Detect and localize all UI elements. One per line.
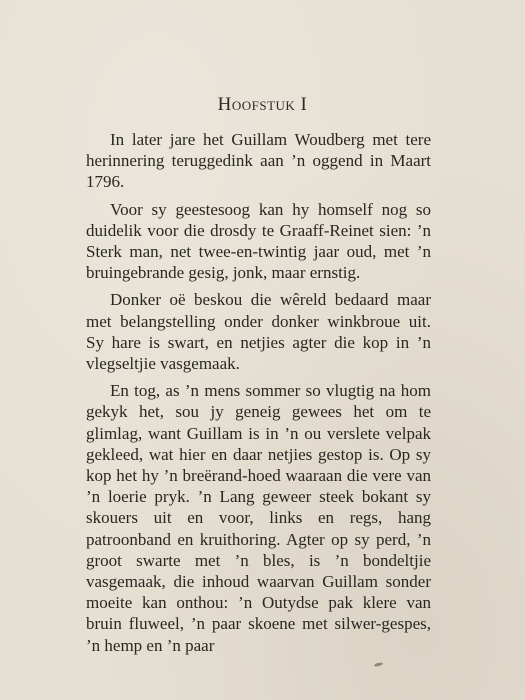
paper-speck — [374, 662, 383, 667]
chapter-title: Hoofstuk I — [217, 94, 308, 115]
body-text — [86, 129, 431, 662]
paragraph-2: Voor sy geestesoog kan hy homself nog so duidelik voor die drosdy te Graaff-Reinet sien: ’n Sterk man, net twee-en-twintig jaar oud, met ’n bruingebrande gesig, jonk, maar ernstig. — [86, 199, 431, 283]
paragraph-4: En tog, as ’n mens sommer so vlugtig na hom gekyk het, sou jy geneig gewees het om te glimlag, want Guillam is in ’n ou verslete velpak gekleed, wat hier en daar netjies gestop is. Op sy kop het hy ’n breërand-hoed waaraan die vere van ’n loerie pryk. ’n Lang geweer steek bokant sy skouers uit en voor, links en regs, hang patroonband en kruithoring. Agter op sy perd, ’n groot swarte met ’n bles, is ’n bondeltjie vasgemaak, die inhoud waarvan Guillam sonder moeite kan onthou: ’n Outydse pak klere van bruin fluweel, ’n paar skoene met silwer-gespes, ’n hemp en ’n paar — [86, 381, 431, 655]
paragraph-1: In later jare het Guillam Woudberg met tere herinnering teruggedink aan ’n oggend in Maart 1796. — [86, 130, 431, 192]
paragraph-3: Donker oë beskou die wêreld bedaard maar met belangstelling onder donker winkbroue uit. Sy hare is swart, en netjies agter die kop in ’n vlegseltjie vasgemaak. — [86, 290, 431, 374]
